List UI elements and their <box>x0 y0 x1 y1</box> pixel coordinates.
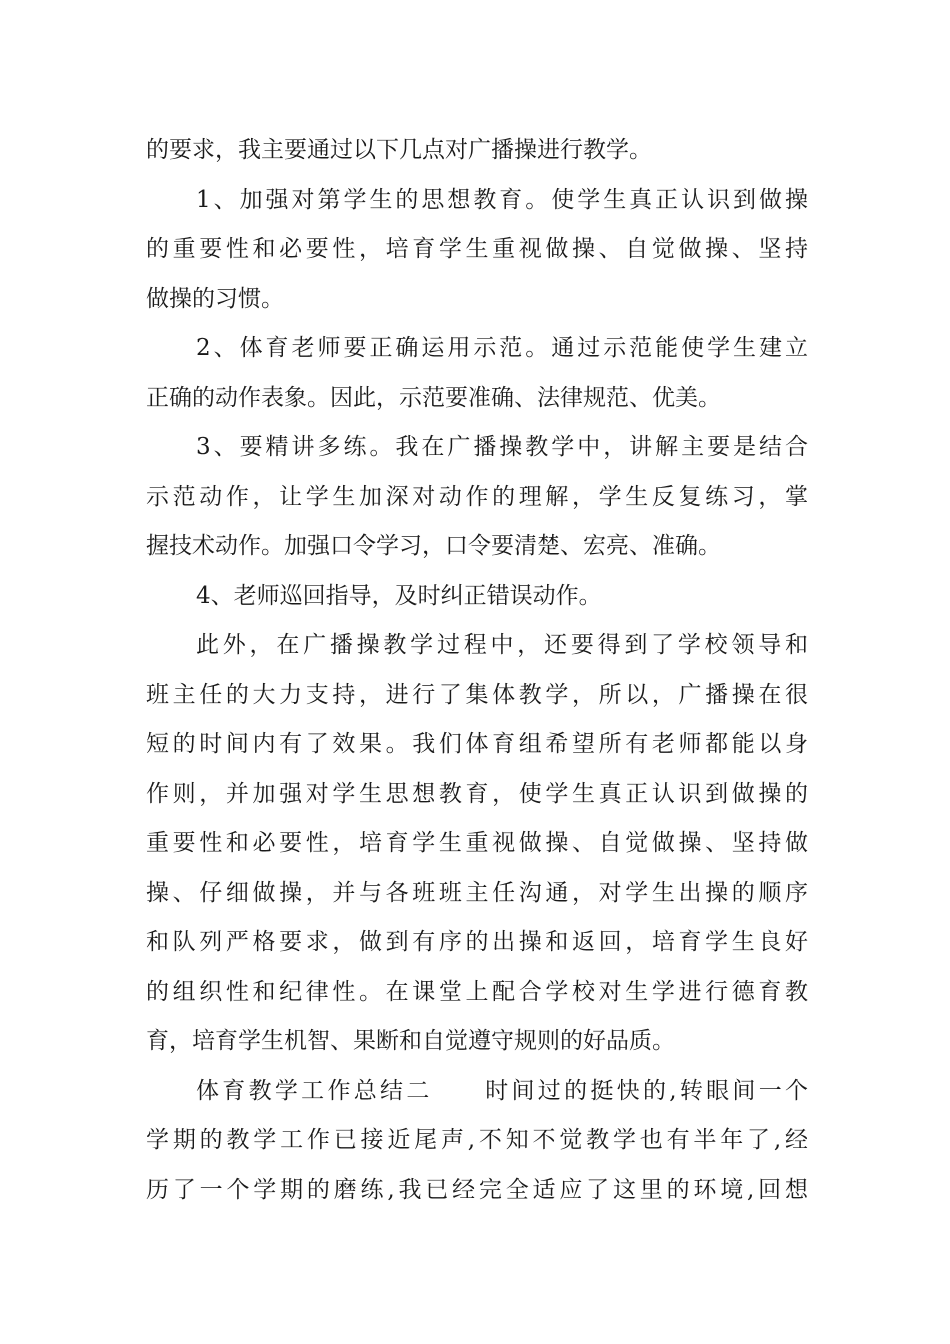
text-line: 3、要精讲多练。我在广播操教学中，讲解主要是结合 <box>196 434 808 460</box>
text-line: 班主任的大力支持，进行了集体教学，所以，广播操在很 <box>146 681 808 708</box>
text-line: 4、老师巡回指导，及时纠正错误动作。 <box>196 582 602 609</box>
text-line: 1、加强对第学生的思想教育。使学生真正认识到做操 <box>196 186 808 213</box>
text-line: 历了一个学期的磨练,我已经完全适应了这里的环境,回想 <box>146 1176 808 1203</box>
text-line: 的组织性和纪律性。在课堂上配合学校对生学进行德育教 <box>146 978 808 1005</box>
text-line: 示范动作，让学生加深对动作的理解，学生反复练习，掌 <box>146 483 808 510</box>
text-line: 正确的动作表象。因此，示范要准确、法律规范、优美。 <box>146 384 721 411</box>
text-line: 重要性和必要性，培育学生重视做操、自觉做操、坚持做 <box>146 830 808 856</box>
text-line: 2、体育老师要正确运用示范。通过示范能使学生建立 <box>196 335 808 361</box>
text-line: 做操的习惯。 <box>146 285 284 312</box>
text-line: 的要求，我主要通过以下几点对广播操进行教学。 <box>146 137 652 163</box>
text-line: 此外，在广播操教学过程中，还要得到了学校领导和 <box>196 632 808 658</box>
text-line: 体育教学工作总结二 时间过的挺快的,转眼间一个 <box>196 1077 808 1104</box>
text-line: 短的时间内有了效果。我们体育组希望所有老师都能以身 <box>146 731 808 757</box>
text-line: 和队列严格要求，做到有序的出操和返回，培育学生良好 <box>146 929 808 955</box>
text-line: 操、仔细做操，并与各班班主任沟通，对学生出操的顺序 <box>146 879 808 906</box>
text-line: 的重要性和必要性，培育学生重视做操、自觉做操、坚持 <box>146 236 808 262</box>
text-line: 作则，并加强对学生思想教育，使学生真正认识到做操的 <box>146 780 808 807</box>
text-line: 育，培育学生机智、果断和自觉遵守规则的好品质。 <box>146 1028 675 1054</box>
document-body <box>146 126 808 1215</box>
text-line: 学期的教学工作已接近尾声,不知不觉教学也有半年了,经 <box>146 1127 808 1153</box>
text-line: 握技术动作。加强口令学习，口令要清楚、宏亮、准确。 <box>146 533 721 559</box>
